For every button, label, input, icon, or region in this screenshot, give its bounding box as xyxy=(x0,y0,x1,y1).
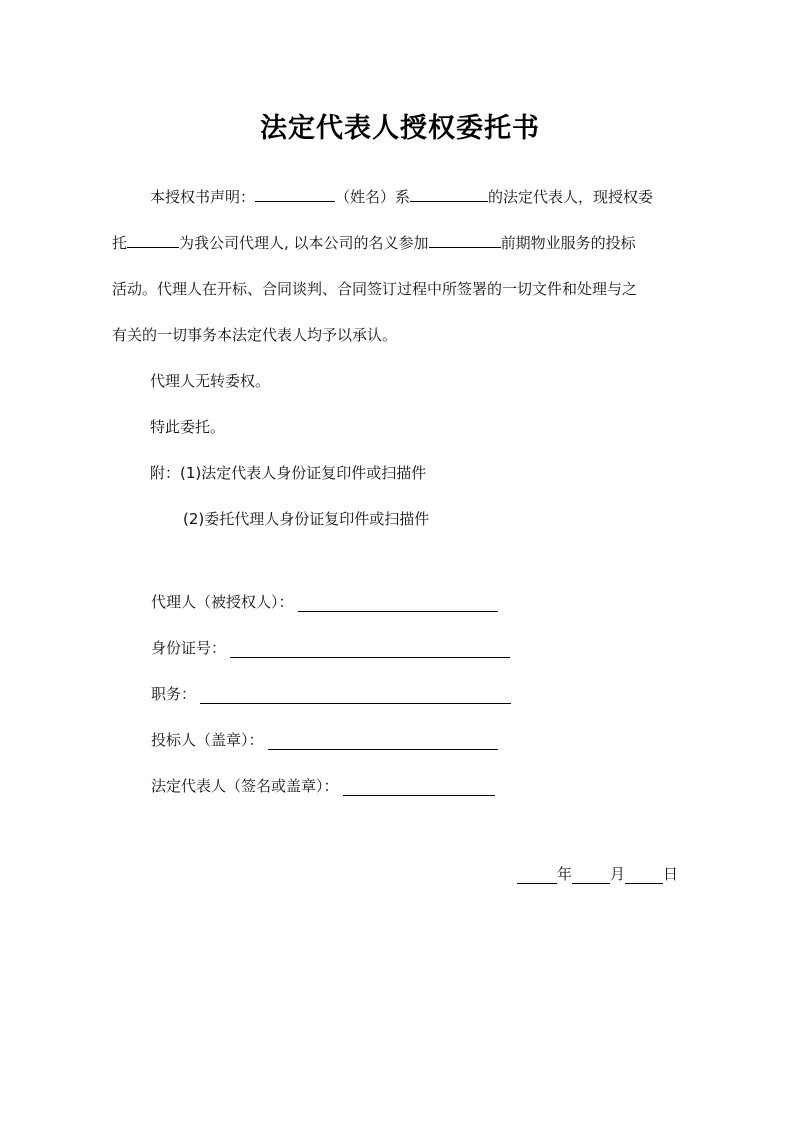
signature-id-label: 身份证号： xyxy=(151,639,227,657)
signature-position-label: 职务： xyxy=(151,685,197,703)
month-field[interactable] xyxy=(572,867,610,884)
year-field[interactable] xyxy=(517,867,557,884)
attachment-2: (2)委托代理人身份证复印件或扫描件 xyxy=(183,510,430,528)
signature-agent-row xyxy=(151,590,498,612)
month-label: 月 xyxy=(609,865,625,883)
signature-bidder-row xyxy=(151,728,498,750)
date-row xyxy=(517,862,678,884)
signature-legal-rep-row xyxy=(151,774,495,796)
signature-bidder-label: 投标人（盖章）： xyxy=(151,731,264,749)
declaration-line-1 xyxy=(112,174,688,220)
attachment-1 xyxy=(112,450,688,496)
declaration-line-2-end: 前期物业服务的投标 xyxy=(500,234,636,252)
day-label: 日 xyxy=(662,865,678,883)
signature-agent-label: 代理人（被授权人）： xyxy=(151,593,294,611)
agent-blank[interactable] xyxy=(127,233,179,248)
attachment-1-text: (1)法定代表人身份证复印件或扫描件 xyxy=(180,464,427,482)
year-label: 年 xyxy=(556,865,572,883)
declaration-line-2 xyxy=(112,220,688,266)
declaration-paragraph xyxy=(112,174,688,542)
hereby-text: 特此委托。 xyxy=(150,418,226,436)
declaration-intro: 本授权书声明： xyxy=(150,188,256,206)
signature-id-row xyxy=(151,636,510,658)
signature-id-field[interactable] xyxy=(230,641,510,658)
declaration-line-1-end: 的法定代表人，现授权委 xyxy=(488,188,654,206)
signature-legal-rep-field[interactable] xyxy=(343,779,495,796)
declaration-line-4: 有关的一切事务本法定代表人均予以承认。 xyxy=(112,326,398,344)
document-title: 法定代表人授权委托书 xyxy=(260,113,540,144)
project-blank[interactable] xyxy=(429,233,501,248)
attachment-label: 附： xyxy=(150,464,181,482)
no-delegation-text: 代理人无转委权。 xyxy=(150,372,271,390)
name-blank[interactable] xyxy=(255,187,335,202)
day-field[interactable] xyxy=(625,867,663,884)
signature-bidder-field[interactable] xyxy=(268,733,498,750)
signature-position-row xyxy=(151,682,511,704)
declaration-line-2-mid: 为我公司代理人, 以本公司的名义参加 xyxy=(179,234,429,252)
company-blank[interactable] xyxy=(410,187,488,202)
signature-agent-field[interactable] xyxy=(298,595,498,612)
declaration-line-3: 活动。代理人在开标、合同谈判、合同签订过程中所签署的一切文件和处理与之 xyxy=(112,280,638,298)
declaration-line-2-start: 托 xyxy=(112,234,128,252)
signature-legal-rep-label: 法定代表人（签名或盖章）： xyxy=(151,777,339,795)
name-label: （姓名）系 xyxy=(335,188,411,206)
signature-position-field[interactable] xyxy=(200,687,511,704)
